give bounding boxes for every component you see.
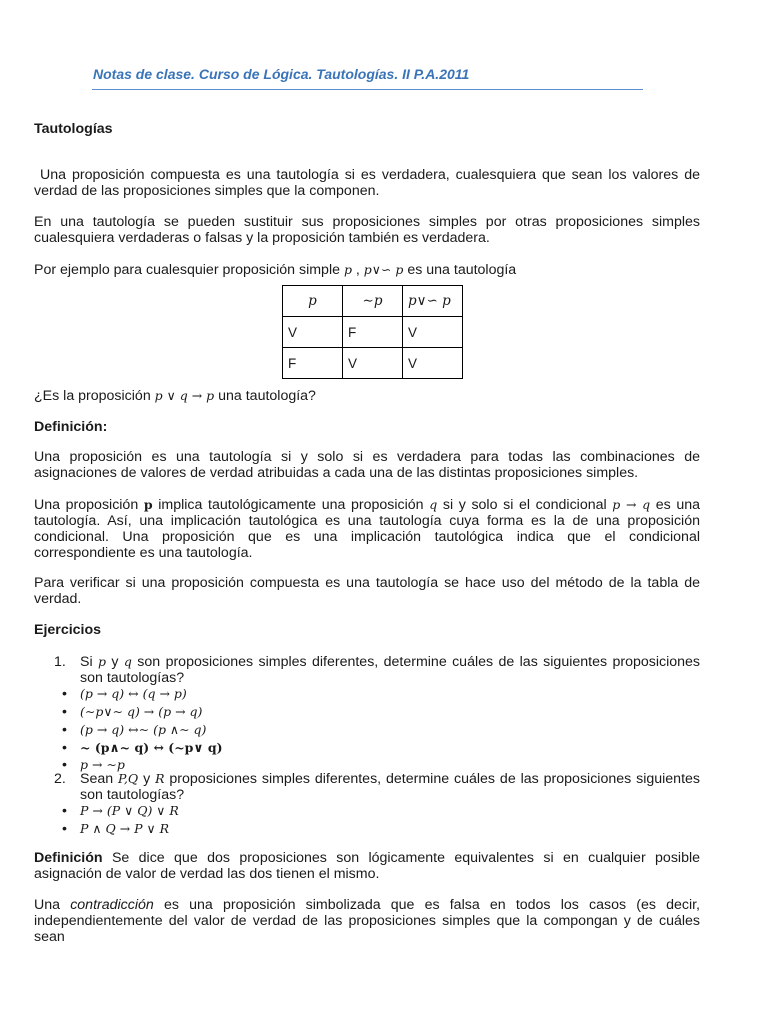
truth-table-row xyxy=(283,348,463,379)
exercise-text: Sean xyxy=(80,771,119,787)
exercises-heading: Ejercicios xyxy=(34,622,102,638)
paragraph-equivalence xyxy=(34,850,700,882)
formula: P → (P ∨ Q) ∨ R xyxy=(80,803,179,818)
truth-table-cell: V xyxy=(403,348,463,379)
exercise-1 xyxy=(54,654,700,686)
math-q: q xyxy=(123,654,132,669)
bullet-icon: • xyxy=(62,722,67,738)
formula: (p → q) ↔∼ (p ∧∼ q) xyxy=(80,722,207,737)
bullet-icon: • xyxy=(62,704,67,720)
example-text-before: Por ejemplo para cualesquier proposición simple xyxy=(34,262,344,278)
paragraph-implication xyxy=(34,497,700,561)
exercise-text: Si xyxy=(80,654,99,670)
section-title: Tautologías xyxy=(34,121,113,137)
exercise-text: y xyxy=(106,654,124,670)
list-item xyxy=(62,820,169,838)
question-math: p ∨ q → p xyxy=(154,388,215,403)
exercise-number: 1. xyxy=(54,654,66,670)
equivalence-label: Definición xyxy=(34,850,103,866)
bullet-icon: • xyxy=(62,757,67,773)
header-rule xyxy=(92,89,643,90)
truth-table xyxy=(282,285,463,379)
math-vars: P,Q xyxy=(118,771,139,786)
document-header: Notas de clase. Curso de Lógica. Tautologías. II P.A.2011 xyxy=(93,66,470,82)
paragraph-definition: Una proposición es una tautología si y solo si es verdadera para todas las combinaciones de asignaciones de valores de verdad atribuidas a cada una de las distintas proposiciones simples. xyxy=(34,449,700,481)
list-item xyxy=(62,802,179,820)
truth-table-cell: F xyxy=(343,317,403,348)
list-item xyxy=(62,703,202,721)
bullet-icon: • xyxy=(62,803,67,819)
formula: ~ (p∧~ q) ↔ (~p∨ q) xyxy=(80,740,223,755)
truth-table-cell: F xyxy=(283,348,343,379)
example-text-after: es una tautología xyxy=(403,262,517,278)
list-item xyxy=(62,721,206,739)
implication-text: si y solo si el condicional xyxy=(437,497,613,513)
math-p: p xyxy=(98,654,107,669)
math-q: q xyxy=(429,497,438,512)
formula: (p → q) ↔ (q → p) xyxy=(80,686,187,701)
formula: p → ∼p xyxy=(80,757,125,772)
bullet-icon: • xyxy=(62,821,67,837)
equivalence-text: Se dice que dos proposiciones son lógicamente equivalentes si en cualquier posible asignación de valor de verdad las dos tienen el mismo. xyxy=(34,850,700,882)
question-line xyxy=(34,388,700,404)
truth-table-cell: V xyxy=(343,348,403,379)
formula: P ∧ Q → P ∨ R xyxy=(80,821,170,836)
paragraph-example xyxy=(34,262,700,278)
exercise-1-text xyxy=(80,654,700,686)
implication-text: es una tautología. Así, una implicación tautológica es una tautología cuya forma es la de una proposición condicional. Una proposición que es una implicación tautológica indica que el condicional correspondiente es una tautología. xyxy=(34,497,701,561)
example-sep: , xyxy=(351,262,364,278)
exercise-2 xyxy=(54,771,700,803)
truth-table-row xyxy=(283,317,463,348)
definition-heading: Definición: xyxy=(34,419,108,435)
math-bold-p: p xyxy=(143,497,153,512)
bullet-icon: • xyxy=(62,686,67,702)
math-p: p xyxy=(343,262,352,277)
list-item xyxy=(62,685,187,703)
truth-table-header: ∼p xyxy=(343,286,403,317)
bullet-icon: • xyxy=(62,740,67,756)
formula: (∼p∨∼ q) → (p → q) xyxy=(80,704,203,719)
contradiction-text: es una proposición simbolizada que es falsa en todos los casos (es decir, independientemente del valor de verdad de las proposiciones simples que la compongan y de cuáles sean xyxy=(34,897,700,945)
implication-text: Una proposición xyxy=(34,497,144,513)
question-after: una tautología? xyxy=(214,388,316,404)
exercise-text: son proposiciones simples diferentes, determine cuáles de las siguientes proposiciones son tautologías? xyxy=(80,654,700,686)
exercise-text: y xyxy=(138,771,156,787)
truth-table-cell: V xyxy=(403,317,463,348)
paragraph-substitution: En una tautología se pueden sustituir sus proposiciones simples por otras proposiciones simples cualesquiera verdaderas o falsas y la proposición también es verdadera. xyxy=(34,214,700,246)
contradiction-term: contradicción xyxy=(70,897,154,913)
math-conditional: p → q xyxy=(612,497,651,512)
paragraph-verify: Para verificar si una proposición compuesta es una tautología se hace uso del método de la tabla de verdad. xyxy=(34,575,700,607)
exercise-text: proposiciones simples diferentes, determine cuáles de las proposiciones siguientes son tautologías? xyxy=(80,771,700,803)
truth-table-header: p∨∽ p xyxy=(403,286,463,317)
truth-table-header-row xyxy=(283,286,463,317)
exercise-2-text xyxy=(80,771,700,803)
question-before: ¿Es la proposición xyxy=(34,388,155,404)
truth-table-header: p xyxy=(283,286,343,317)
implication-text: implica tautológicamente una proposición xyxy=(152,497,430,513)
paragraph-contradiction xyxy=(34,897,700,945)
paragraph-tautology-def: Una proposición compuesta es una tautología si es verdadera, cualesquiera que sean los valores de verdad de las proposiciones simples que la componen. xyxy=(34,167,704,199)
math-p-or-not-p: p∨∽ p xyxy=(363,262,404,277)
exercise-number: 2. xyxy=(54,771,66,787)
truth-table-cell: V xyxy=(283,317,343,348)
contradiction-text: Una xyxy=(34,897,71,913)
math-r: R xyxy=(155,771,165,786)
list-item xyxy=(62,739,223,757)
